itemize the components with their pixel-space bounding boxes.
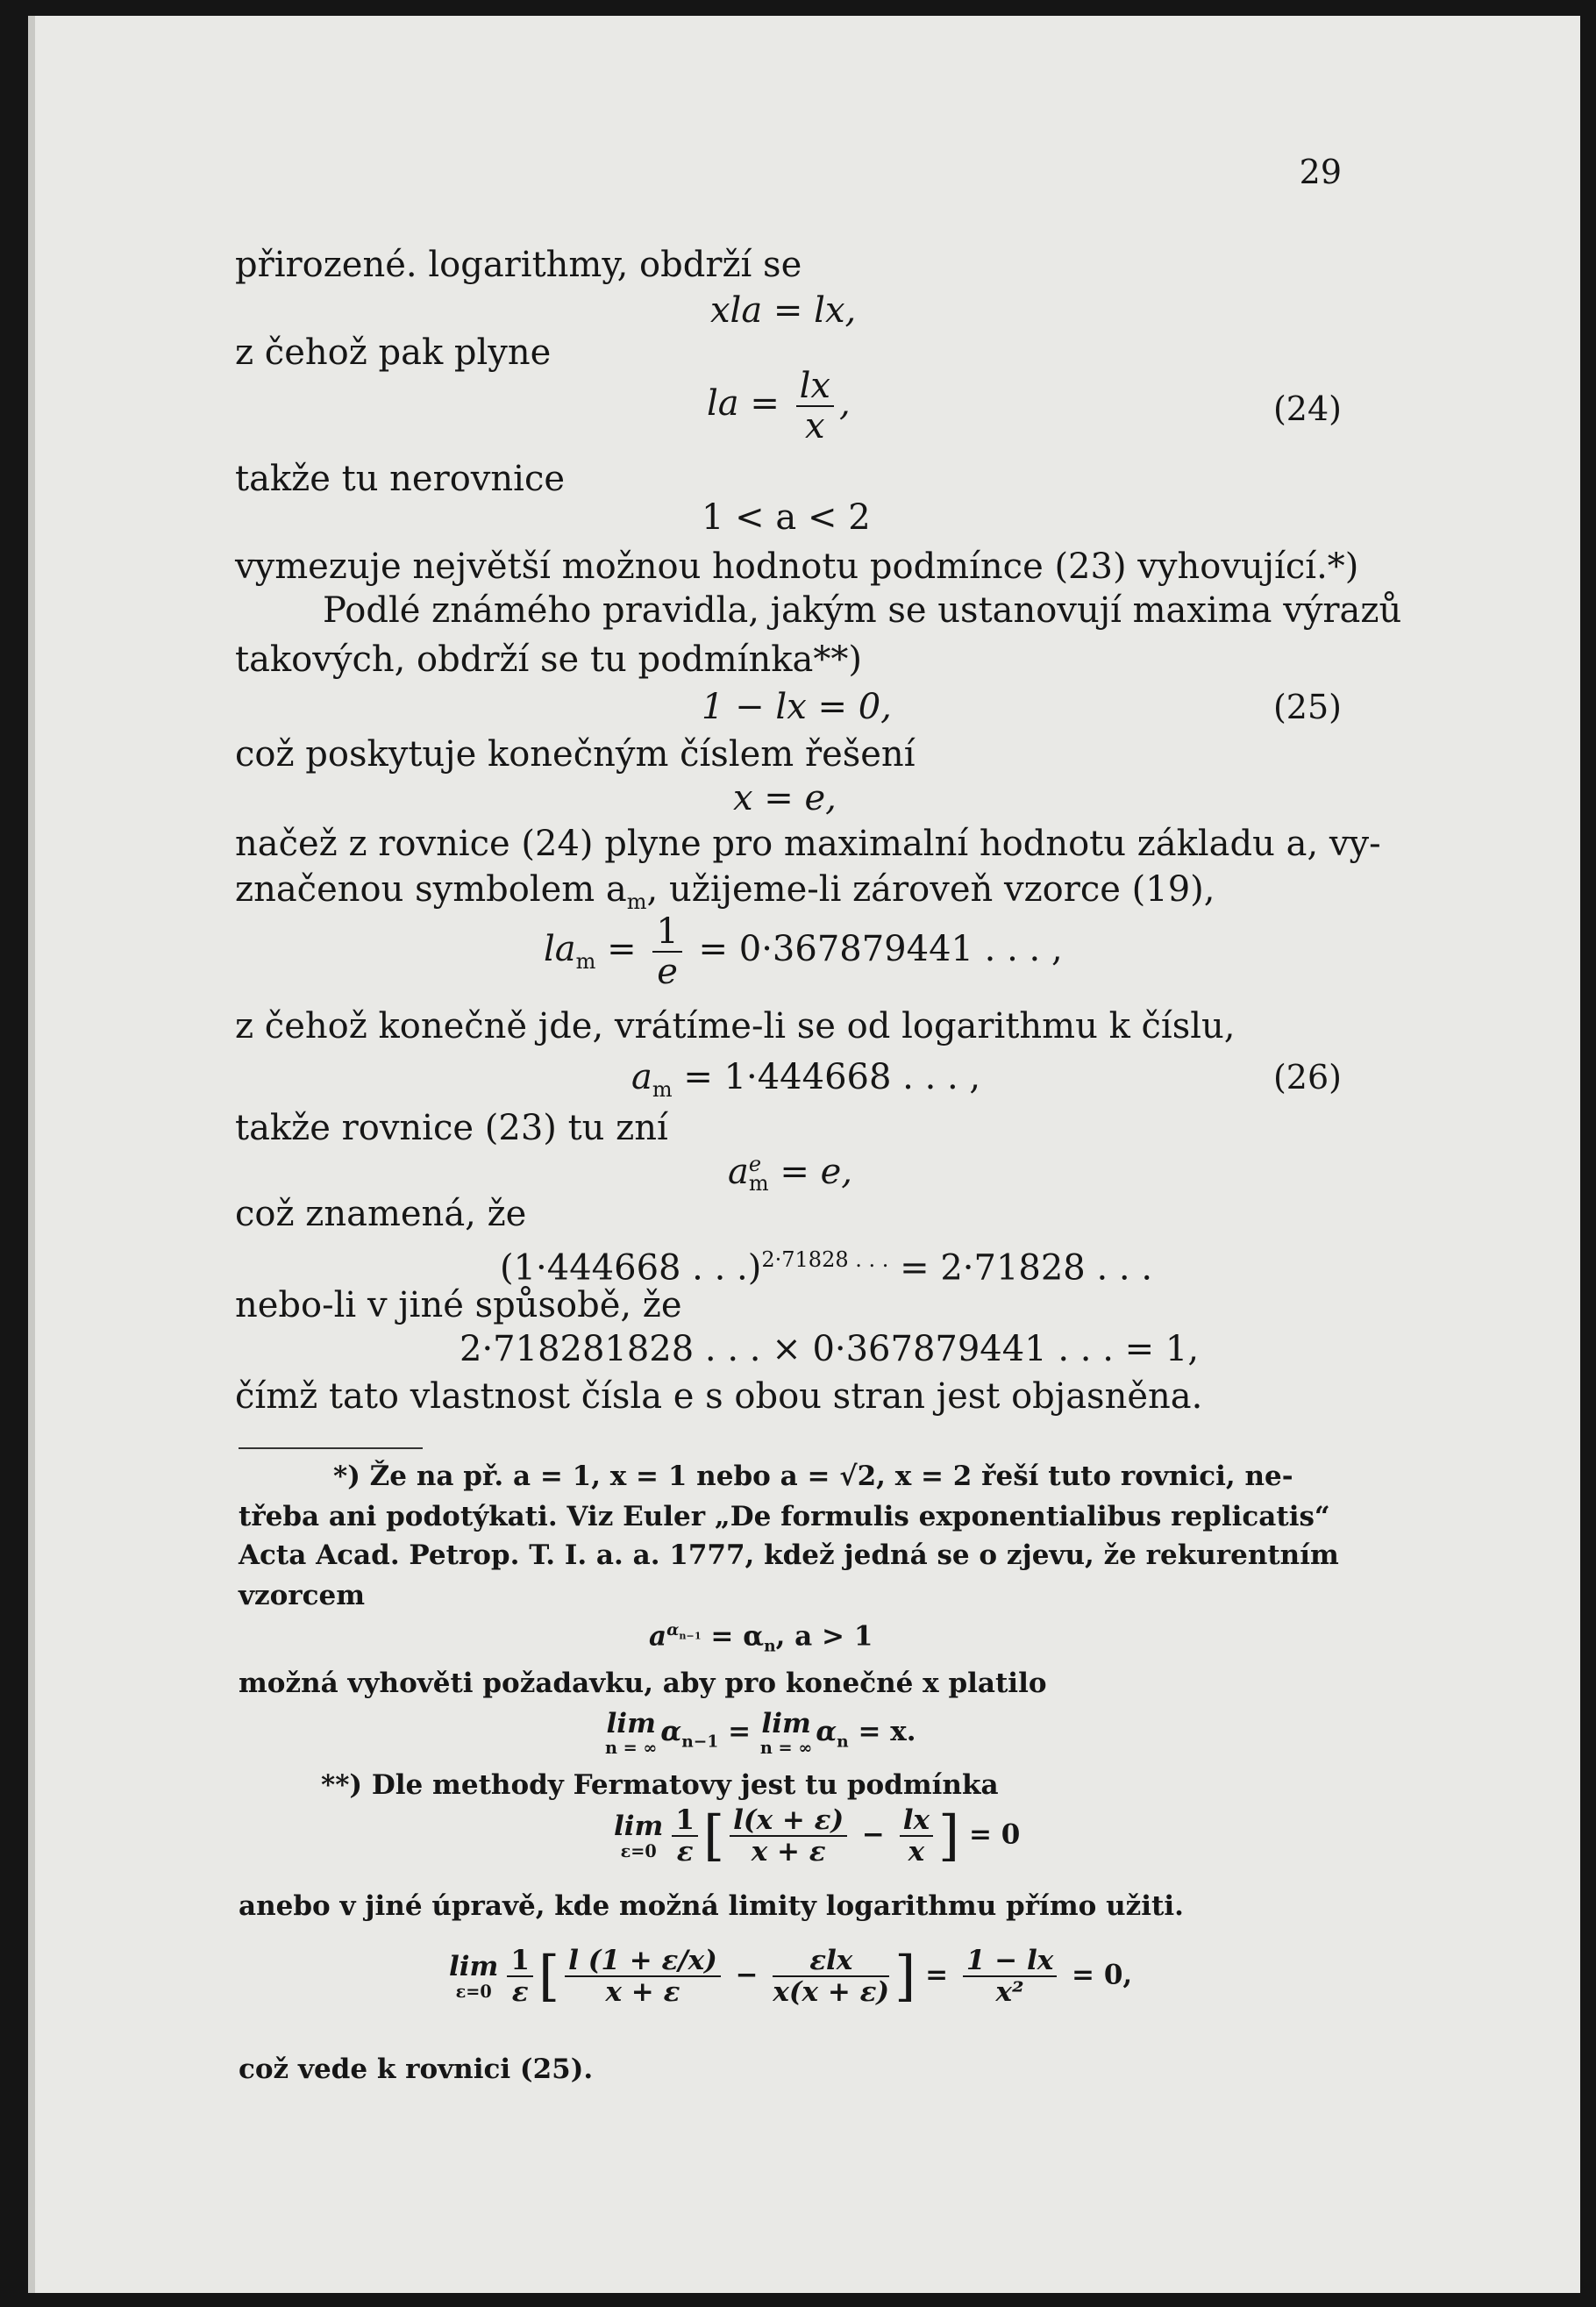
footnote-1-line-4: vzorcem: [239, 1580, 366, 1611]
footnote-rule: [239, 1447, 423, 1449]
footnote-2-line-1: **) Dle methody Fermatovy jest tu podmínka: [321, 1769, 999, 1801]
equation-power-check: (1·444668 . . .)$^{2\cdot 71828 . . .}$ = 2·71828 . . .: [500, 1247, 1153, 1289]
text-line-9: značenou symbolem $a_m$, užijeme-li zároveň vzorce (19),: [235, 869, 1215, 914]
footnote-1-line-3: Acta Acad. Petrop. T. I. a. a. 1777, kdež jedná se o zjevu, že rekurentním: [239, 1539, 1339, 1571]
text-line-12: což znamená, že: [235, 1194, 527, 1234]
text-line-3: takže tu nerovnice: [235, 459, 566, 499]
page-number: 29: [1299, 153, 1342, 191]
equation-number-26: (26): [1272, 1058, 1342, 1096]
footnote-2-line-3: což vede k rovnici (25).: [239, 2053, 594, 2085]
text-line-14: čímž tato vlastnost čísla e s obou stran jest objasněna.: [235, 1376, 1203, 1417]
text-line-4: vymezuje největší možnou hodnotu podmínce (23) vyhovující.*): [235, 546, 1359, 587]
text-line-5: Podlé známého pravidla, jakým se ustanovují maxima výrazů: [323, 590, 1402, 631]
text-line-10: z čehož konečně jde, vrátíme-li se od logarithmu k číslu,: [235, 1006, 1236, 1046]
text-line-13: nebo-li v jiné spůsobě, že: [235, 1285, 682, 1325]
equation-x-equals-e: x = e,: [733, 778, 837, 818]
footnote-1-line-2: třeba ani podotýkati. Viz Euler „De formulis exponentialibus replicatis“: [239, 1501, 1330, 1532]
footnote-2-line-2: anebo v jiné úpravě, kde možná limity logarithmu přímo užiti.: [239, 1890, 1184, 1922]
text-line-6: takových, obdrží se tu podmínka**): [235, 639, 862, 680]
footnote-equation-fermat: lim ε=0 $\frac{1}{\varepsilon}$ [ $\frac{l(x + \varepsilon)}{x + \varepsilon}$ − $\frac{lx}{x}$ ] = 0: [614, 1803, 1021, 1868]
footnote-equation-limit-logarithm: lim ε=0 $\frac{1}{\varepsilon}$ [ $\frac{l (1 + \varepsilon/x)}{x + \varepsilon}$ − $\frac{\text{εlx}}{x(x + \varepsilon)}$ ] = $\frac{1 - lx}{\text{x²}}$ = 0,: [449, 1944, 1133, 2009]
footnote-1-line-1: *) Že na př. a = 1, x = 1 nebo a = √2, x = 2 řeší tuto rovnici, ne-: [333, 1461, 1293, 1492]
equation-product: 2·718281828 . . . × 0·367879441 . . . = 1,: [460, 1329, 1200, 1369]
equation-condition: 1 − lx = 0,: [702, 687, 892, 727]
footnote-1-line-5: možná vyhověti požadavku, aby pro konečné x platilo: [239, 1668, 1047, 1699]
text-line-11: takže rovnice (23) tu zní: [235, 1108, 668, 1148]
equation-number-24: (24): [1272, 389, 1342, 428]
equation-am: $a_m = 1\cdot 444668$ . . . ,: [631, 1057, 981, 1102]
equation-la: la = $\frac{lx}{x}$ ,: [707, 366, 851, 446]
equation-am-power-e: a e m = e,: [728, 1152, 852, 1196]
equation-lam: $la_m$ = $\frac{1}{e}$ = 0·367879441 . . . ,: [544, 911, 1063, 992]
text-line-2: z čehož pak plyne: [235, 332, 552, 373]
footnote-equation-recurrence: $a^{\alpha_{n-1}} = \alpha_n$, a > 1: [649, 1620, 873, 1656]
text-line-1: přirozené. logarithmy, obdrží se: [235, 245, 802, 285]
text-line-7: což poskytuje konečným číslem řešení: [235, 734, 916, 775]
equation-number-25: (25): [1272, 688, 1342, 726]
footnote-equation-limits: lim n = ∞ $\alpha_{n-1}$ = lim n = ∞ $\alpha_n = x$.: [605, 1708, 916, 1759]
equation-xla: xla = lx,: [710, 290, 857, 331]
equation-inequality: 1 < a < 2: [702, 497, 871, 538]
text-line-8: načež z rovnice (24) plyne pro maximalní hodnotu základu a, vy-: [235, 824, 1381, 864]
